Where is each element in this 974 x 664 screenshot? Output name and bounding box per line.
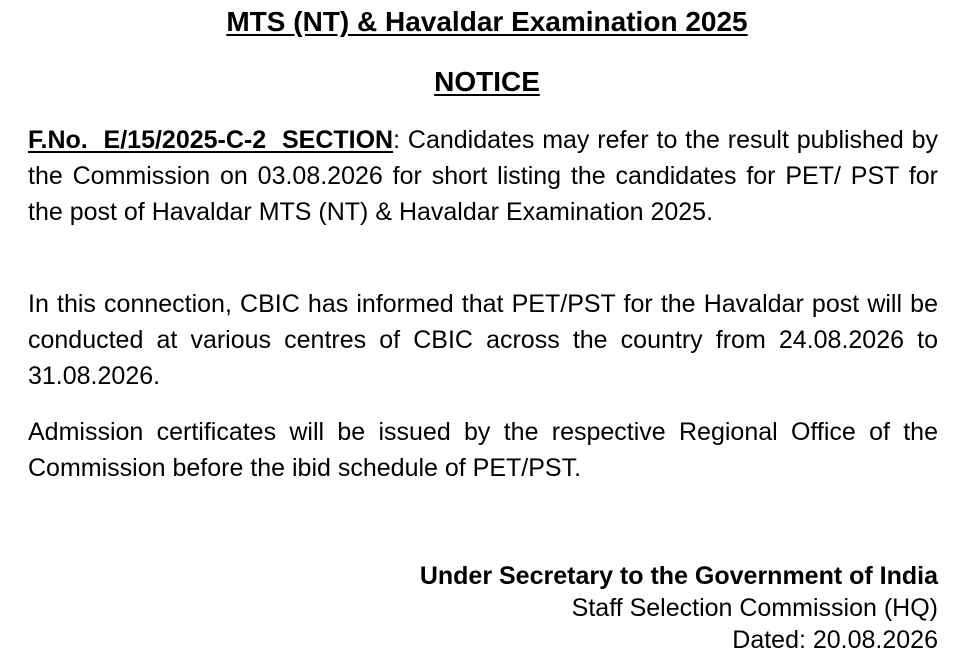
notice-heading: NOTICE: [434, 66, 540, 97]
exam-title: MTS (NT) & Havaldar Examination 2025: [226, 6, 748, 37]
notice-date: Dated: 20.08.2026: [732, 626, 938, 654]
reference-separator: :: [393, 126, 401, 154]
file-reference-number: F.No. E/15/2025-C-2 SECTION: [28, 126, 394, 154]
signature-block: [420, 560, 938, 656]
paragraph1-text: Candidates may refer to the result published by the Commission on 03.08.2026 for short listing the candidates for PET/ PST for the post of Havaldar MTS (NT) & Havaldar Examination 2025.: [28, 126, 938, 226]
paragraph-admission-certificates: Admission certificates will be issued by the respective Regional Office of the Commission before the ibid schedule of PET/PST.: [28, 418, 938, 482]
paragraph-pet-pst-schedule: In this connection, CBIC has informed that PET/PST for the Havaldar post will be conducted at various centres of CBIC across the country from 24.08.2026 to 31.08.2026.: [28, 290, 938, 390]
signatory-designation: Under Secretary to the Government of India: [419, 562, 938, 590]
paragraph-result-reference: [28, 122, 938, 230]
signatory-organization: Staff Selection Commission (HQ): [571, 594, 938, 622]
